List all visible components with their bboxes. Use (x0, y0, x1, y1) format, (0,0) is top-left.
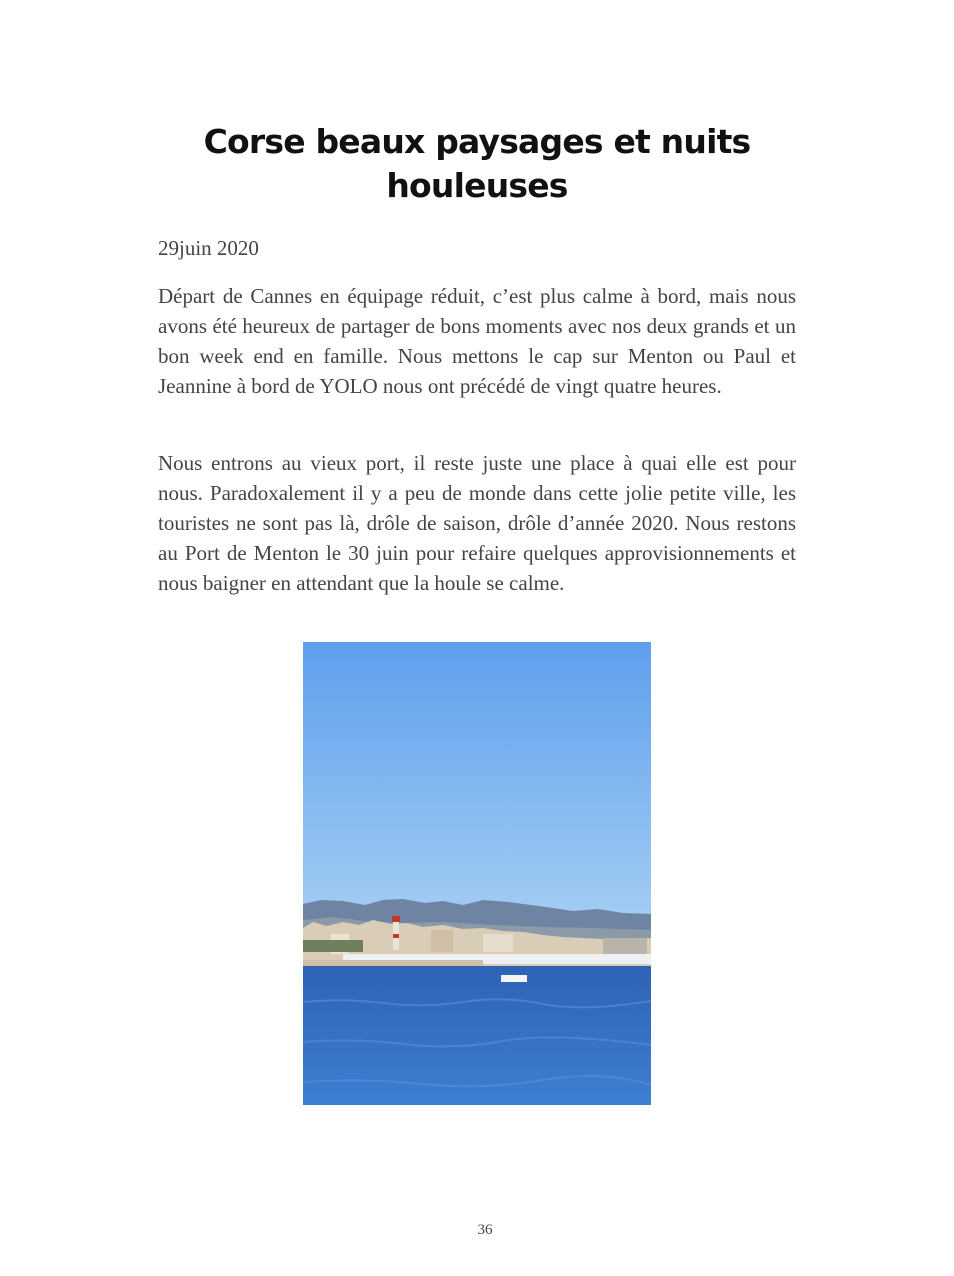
breakwater (303, 960, 483, 966)
building-4 (603, 938, 647, 954)
harbor-photo (303, 642, 651, 1105)
paragraph-1: Départ de Cannes en équipage réduit, c’est plus calme à bord, mais nous avons été heureux de partager de bons moments avec nos deux grands et un bon week end en famille. Nous mettons le cap sur Menton ou Paul et Jeannine à bord de YOLO nous ont précédé de vingt quatre heures. (158, 284, 796, 398)
page-title: Corse beaux paysages et nuits houleuses (203, 122, 751, 205)
paragraph-2: Nous entrons au vieux port, il reste juste une place à quai elle est pour nous. Paradoxalement il y a peu de monde dans cette jolie petite ville, les touristes ne sont pas là, drôle de saison, drôle d’année 2020. Nous restons au Port de Menton le 30 juin pour refaire quelques approvisionnements et nous baigner en attendant que la houle se calme. (158, 451, 796, 595)
lighthouse-band (393, 934, 399, 938)
sky (303, 642, 651, 922)
greenery (303, 940, 363, 952)
building-3 (483, 934, 513, 952)
boat-on-water (501, 975, 527, 982)
sea (303, 966, 651, 1105)
building-2 (431, 930, 453, 952)
article-date: 29juin 2020 (158, 236, 259, 260)
lighthouse-top (392, 916, 400, 922)
page-number: 36 (477, 1222, 493, 1238)
